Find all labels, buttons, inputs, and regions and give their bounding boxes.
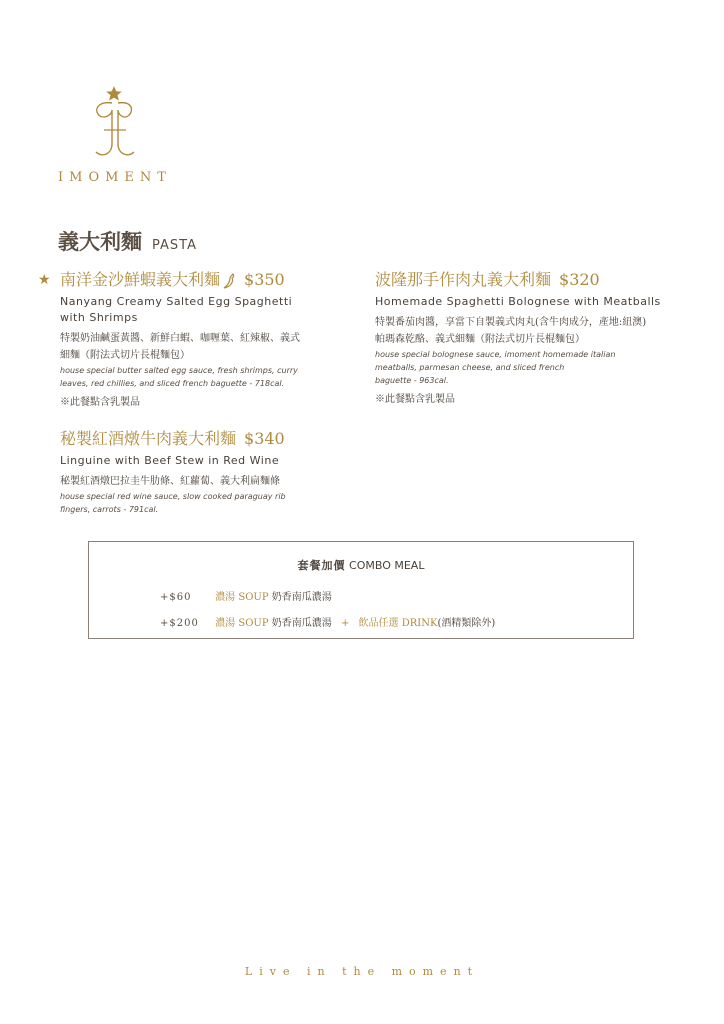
brand-name: IMOMENT <box>58 170 172 185</box>
section-title <box>58 226 197 256</box>
combo-meal-box <box>88 541 634 639</box>
item-name-en <box>375 294 705 310</box>
combo-soup-en: SOUP <box>238 592 269 603</box>
item-desc-en <box>60 490 350 516</box>
item-name-zh: 秘製紅酒燉牛肉義大利麵 <box>60 429 237 448</box>
combo-soup-desc: 奶香南瓜濃湯 <box>271 592 332 603</box>
menu-item <box>38 270 350 410</box>
item-note: ※此餐點含乳製品 <box>60 397 140 408</box>
combo-soup-desc: 奶香南瓜濃湯 <box>271 618 332 629</box>
item-desc-en-line: house special red wine sauce, slow cooked paraguay rib <box>60 492 286 501</box>
item-name <box>60 429 350 449</box>
combo-soup-zh: 濃湯 <box>215 618 236 629</box>
combo-row <box>160 588 332 603</box>
item-name-en <box>60 453 350 469</box>
item-price: $320 <box>559 270 600 289</box>
item-price: $350 <box>244 270 285 289</box>
menu-item <box>60 429 350 516</box>
combo-row <box>160 614 495 629</box>
item-desc-en <box>60 364 350 390</box>
item-desc-zh-line: 特製奶油鹹蛋黃醬、新鮮白蝦、咖喱葉、紅辣椒、義式 <box>60 333 300 344</box>
menu-item <box>375 270 705 407</box>
item-desc-en-line: baguette - 963cal. <box>375 376 449 385</box>
item-desc-zh <box>60 330 350 364</box>
star-icon: ★ <box>38 272 51 288</box>
imoment-logo <box>92 86 136 162</box>
item-name-en-line: Homemade Spaghetti Bolognese with Meatballs <box>375 295 661 308</box>
combo-title <box>89 557 633 573</box>
item-name-en-line: with Shrimps <box>60 311 138 324</box>
combo-soup-en: SOUP <box>238 618 269 629</box>
chili-icon <box>222 273 236 289</box>
section-title-zh: 義大利麵 <box>58 229 142 254</box>
item-desc-zh <box>60 473 350 490</box>
item-desc-en-line: house special bolognese sauce, imoment homemade italian <box>375 350 616 359</box>
item-desc-zh-line: 秘製紅酒燉巴拉圭牛肋條、紅蘿蔔、義大利扁麵條 <box>60 476 280 487</box>
combo-price: +$200 <box>160 618 199 629</box>
combo-drink-zh: 飲品任選 <box>358 618 399 629</box>
item-name-zh: 波隆那手作肉丸義大利麵 <box>375 270 552 289</box>
item-name <box>375 270 705 290</box>
item-price: $340 <box>244 429 285 448</box>
item-name-en <box>60 294 350 326</box>
logo-star-icon <box>106 86 122 101</box>
item-desc-en-line: house special butter salted egg sauce, fresh shrimps, curry <box>60 366 298 375</box>
item-note: ※此餐點含乳製品 <box>375 394 455 405</box>
item-desc-en-line: fingers, carrots - 791cal. <box>60 505 159 514</box>
combo-title-en: COMBO MEAL <box>349 559 425 572</box>
item-desc-en <box>375 348 705 387</box>
item-name-en-line: Linguine with Beef Stew in Red Wine <box>60 454 280 467</box>
combo-plus: + <box>340 618 350 629</box>
item-desc-zh-line: 帕瑪森乾酪、義式細麵（附法式切片長棍麵包） <box>375 334 585 345</box>
combo-price: +$60 <box>160 592 192 603</box>
item-desc-zh-line: 細麵（附法式切片長棍麵包） <box>60 350 190 361</box>
item-name-zh: 南洋金沙鮮蝦義大利麵 <box>60 270 221 289</box>
item-desc-zh-line: 特製番茄肉醬，享當下自製義式肉丸(含牛肉成分，產地:紐澳) <box>375 317 647 328</box>
section-title-en: PASTA <box>152 238 197 253</box>
combo-title-zh: 套餐加價 <box>297 559 346 572</box>
item-desc-en-line: leaves, red chillies, and sliced french baguette - 718cal. <box>60 379 285 388</box>
combo-drink-note: (酒精類除外) <box>437 618 496 629</box>
footer-tagline: Live in the moment <box>244 965 480 978</box>
item-name-en-line: Nanyang Creamy Salted Egg Spaghetti <box>60 295 293 308</box>
combo-drink-en: DRINK <box>401 618 438 629</box>
item-desc-zh <box>375 314 705 348</box>
item-name <box>60 270 350 290</box>
combo-soup-zh: 濃湯 <box>215 592 236 603</box>
item-desc-en-line: meatballs, parmesan cheese, and sliced french <box>375 363 565 372</box>
